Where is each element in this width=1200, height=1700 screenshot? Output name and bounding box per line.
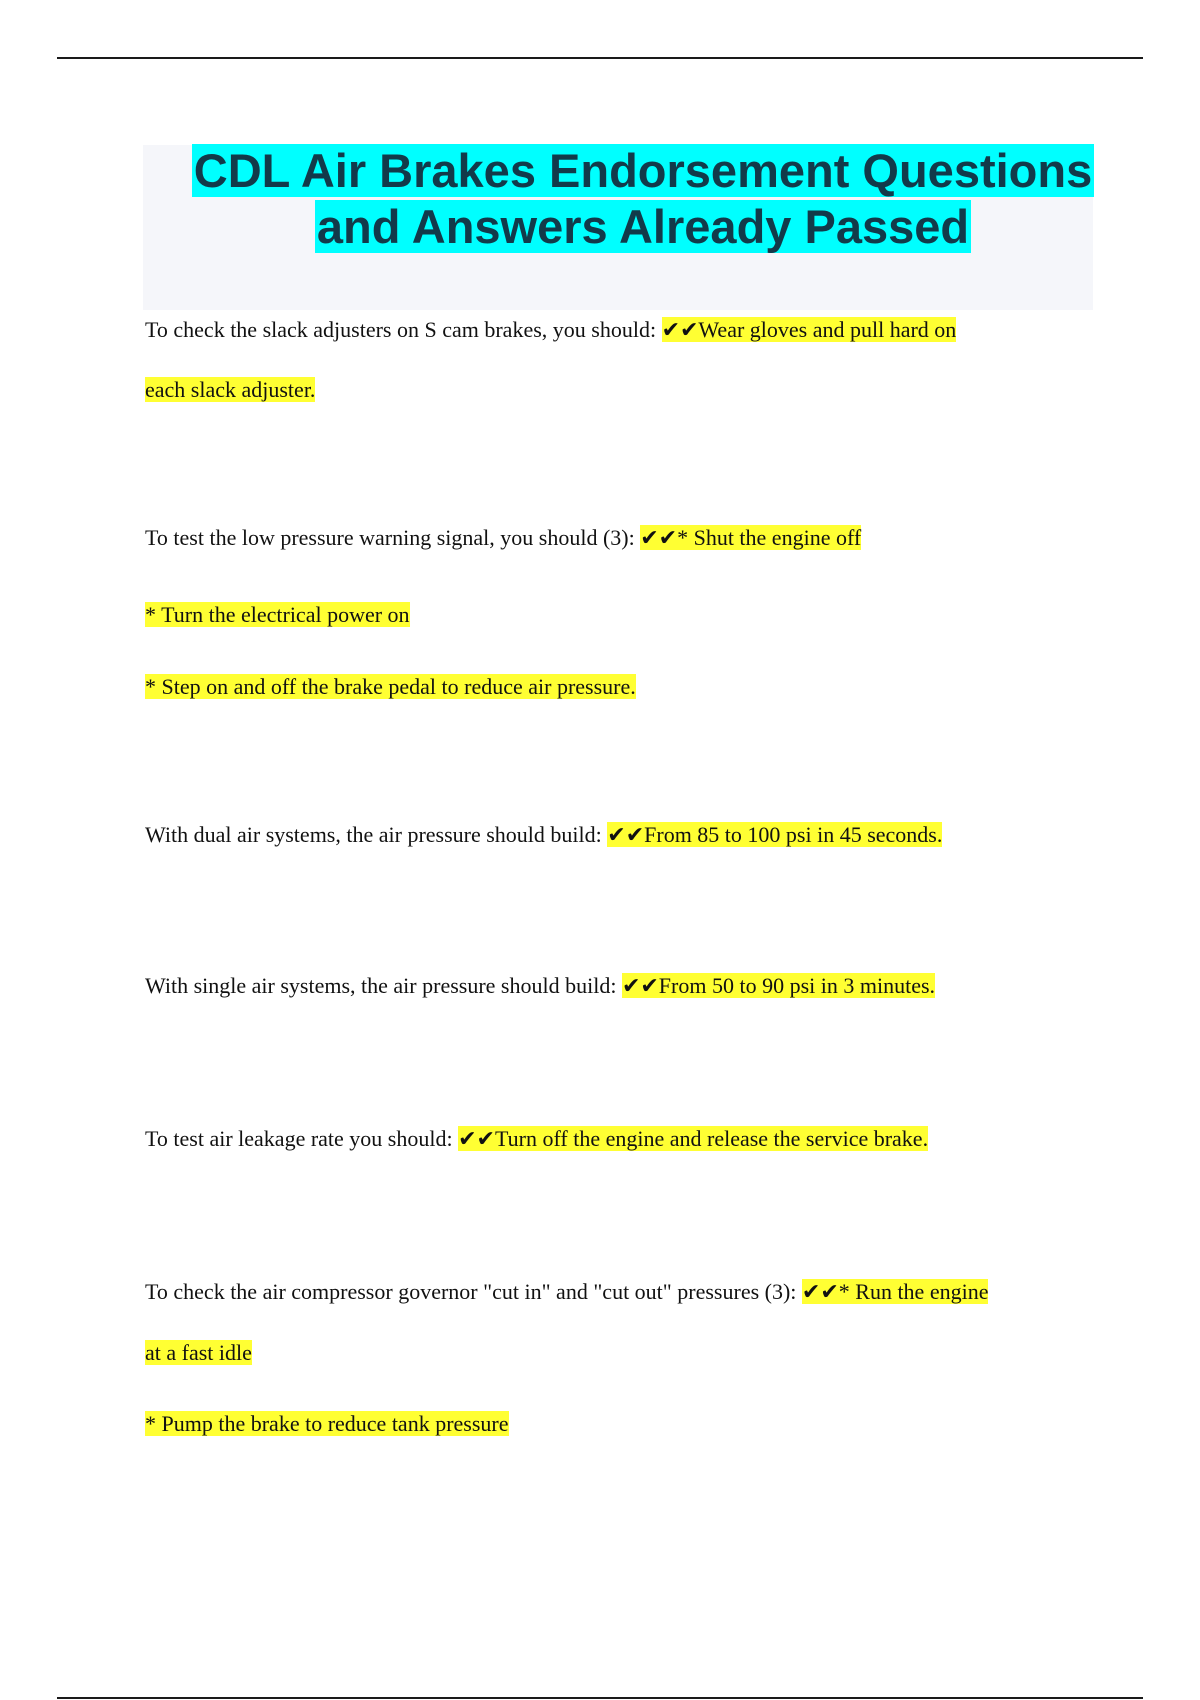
qa-item-2-line-3 <box>145 672 1105 702</box>
question-text: To check the slack adjusters on S cam brakes, you should: <box>145 317 662 342</box>
answer-text: * Step on and off the brake pedal to reduce air pressure. <box>145 674 636 699</box>
question-text: To test air leakage rate you should: <box>145 1126 459 1151</box>
answer-text: each slack adjuster. <box>145 377 316 402</box>
qa-item-5-line-1 <box>145 1124 1105 1154</box>
answer-text: ✔✔* Run the engine <box>801 1279 989 1304</box>
answer-text: at a fast idle <box>145 1340 252 1365</box>
qa-item-6-line-1 <box>145 1277 1105 1307</box>
question-text: To test the low pressure warning signal, you should (3): <box>145 525 641 550</box>
question-text: With single air systems, the air pressure should build: <box>145 973 622 998</box>
bottom-rule <box>57 1697 1143 1699</box>
title-line-1: CDL Air Brakes Endorsement Questions <box>193 144 1093 197</box>
qa-item-6-line-3 <box>145 1409 1105 1439</box>
answer-text: * Pump the brake to reduce tank pressure <box>145 1411 509 1436</box>
qa-item-1-line-2 <box>145 375 1105 405</box>
question-text: To check the air compressor governor "cut in" and "cut out" pressures (3): <box>145 1279 802 1304</box>
answer-text: ✔✔Wear gloves and pull hard on <box>661 317 957 342</box>
document-title <box>143 143 1143 255</box>
answer-text: * Turn the electrical power on <box>145 602 410 627</box>
qa-item-3-line-1 <box>145 820 1105 850</box>
qa-item-2-line-2 <box>145 600 1105 630</box>
question-text: With dual air systems, the air pressure should build: <box>145 822 608 847</box>
title-line-2: and Answers Already Passed <box>316 200 970 253</box>
qa-item-1-line-1 <box>145 315 1105 345</box>
top-rule <box>57 57 1143 59</box>
answer-text: ✔✔* Shut the engine off <box>640 525 862 550</box>
answer-text: ✔✔Turn off the engine and release the service brake. <box>458 1126 929 1151</box>
qa-item-2-line-1 <box>145 523 1105 553</box>
answer-text: ✔✔From 50 to 90 psi in 3 minutes. <box>621 973 936 998</box>
qa-item-6-line-2 <box>145 1338 1105 1368</box>
qa-item-4-line-1 <box>145 971 1105 1001</box>
answer-text: ✔✔From 85 to 100 psi in 45 seconds. <box>607 822 943 847</box>
